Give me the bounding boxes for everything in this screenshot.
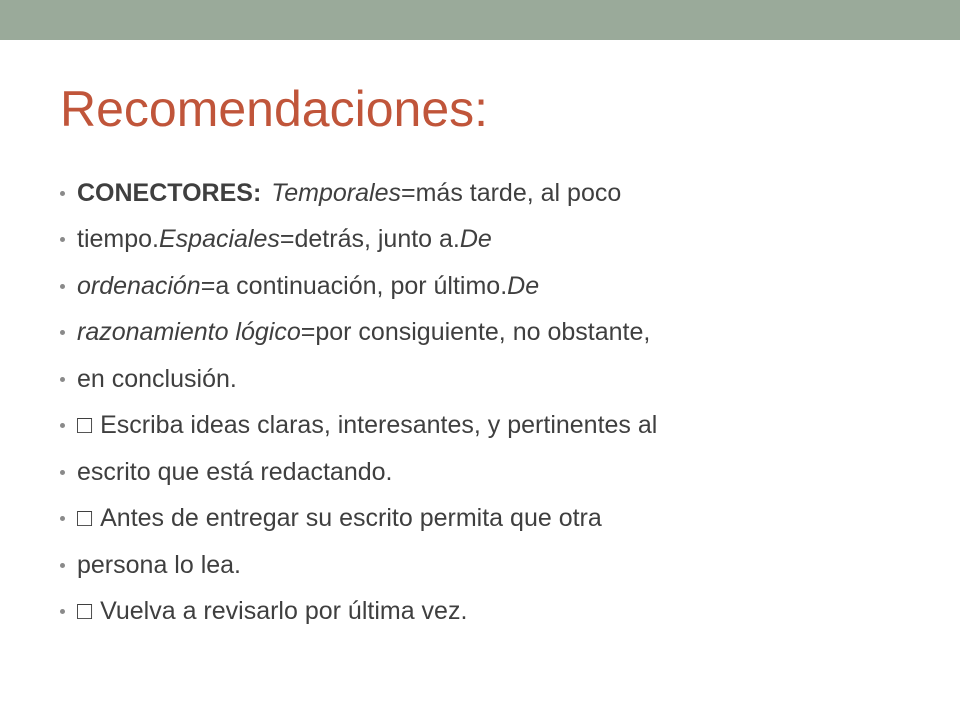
bullet-text: =más tarde, al poco xyxy=(400,178,622,207)
bullet-text: persona lo lea. xyxy=(77,550,242,579)
bullet-dot-icon xyxy=(60,423,65,428)
bullet-text: =por consiguiente, no obstante, xyxy=(300,318,651,347)
missing-glyph-box: □ xyxy=(77,597,93,626)
bullet-item xyxy=(60,589,920,636)
bullet-text: De xyxy=(459,225,492,254)
bullet-text: Espaciales xyxy=(158,225,280,254)
bullet-text: =a continuación, por último. xyxy=(200,271,508,300)
bullet-list xyxy=(60,170,920,635)
bullet-dot-icon xyxy=(60,563,65,568)
bullet-item xyxy=(60,263,920,310)
bullet-text: tiempo. xyxy=(77,225,159,254)
bullet-dot-icon xyxy=(60,609,65,614)
bullet-text: escrito que está redactando. xyxy=(77,457,393,486)
missing-glyph-box: □ xyxy=(77,411,93,440)
bullet-text: ordenación xyxy=(77,271,201,300)
bullet-text: Vuelva a revisarlo por última vez. xyxy=(100,597,468,626)
bullet-text: CONECTORES: xyxy=(77,178,262,207)
bullet-item xyxy=(60,403,920,450)
missing-glyph-box: □ xyxy=(77,504,93,533)
bullet-dot-icon xyxy=(60,470,65,475)
bullet-text: De xyxy=(507,271,540,300)
bullet-item xyxy=(60,542,920,589)
bullet-item xyxy=(60,449,920,496)
bullet-text: Escriba ideas claras, interesantes, y pertinentes al xyxy=(100,411,658,440)
bullet-text: Temporales xyxy=(271,178,401,207)
bullet-dot-icon xyxy=(60,284,65,289)
bullet-item xyxy=(60,356,920,403)
bullet-item xyxy=(60,310,920,357)
top-accent-bar xyxy=(0,0,960,40)
bullet-dot-icon xyxy=(60,516,65,521)
bullet-item xyxy=(60,217,920,264)
bullet-dot-icon xyxy=(60,330,65,335)
bullet-dot-icon xyxy=(60,237,65,242)
slide-title: Recomendaciones: xyxy=(60,81,489,137)
bullet-text: Antes de entregar su escrito permita que otra xyxy=(100,504,602,533)
bullet-text: razonamiento lógico xyxy=(77,318,301,347)
bullet-item xyxy=(60,496,920,543)
bullet-dot-icon xyxy=(60,377,65,382)
bullet-dot-icon xyxy=(60,191,65,196)
bullet-item xyxy=(60,170,920,217)
bullet-text: =detrás, junto a. xyxy=(279,225,460,254)
bullet-text: en conclusión. xyxy=(77,364,237,393)
